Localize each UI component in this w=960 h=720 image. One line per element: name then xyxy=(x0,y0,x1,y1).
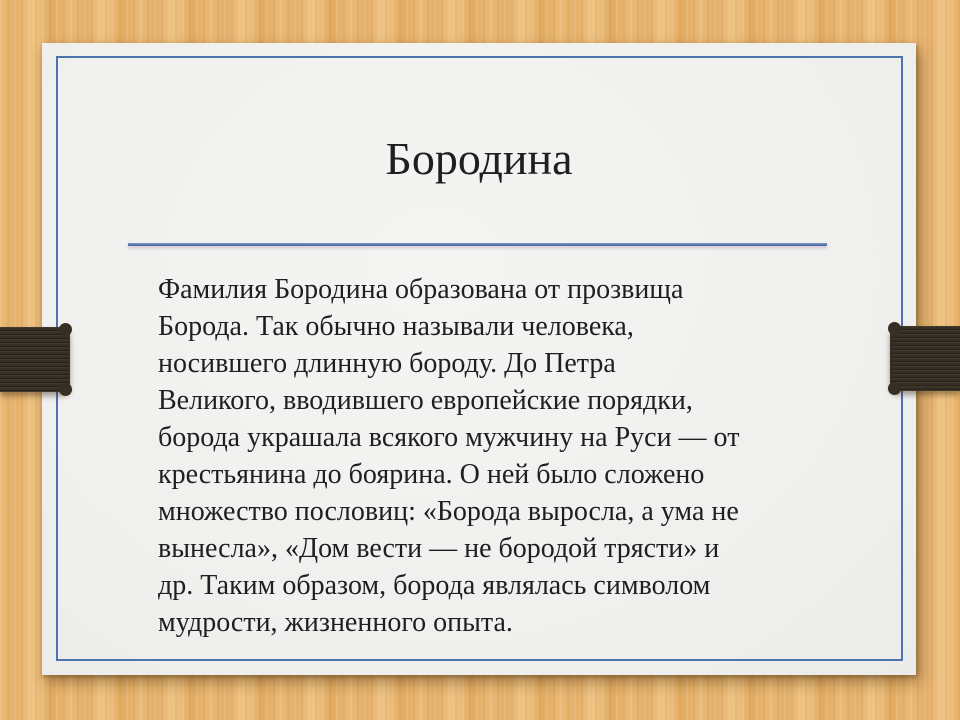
body-text-line: множество пословиц: «Борода выросла, а ума не xyxy=(158,496,739,527)
body-text-line: носившего длинную бороду. До Петра xyxy=(158,348,616,379)
body-text-line: Великого, вводившего европейские порядки, xyxy=(158,385,693,416)
body-text-line: борода украшала всякого мужчину на Руси — от xyxy=(158,422,740,453)
slide-title: Бородина xyxy=(385,133,573,184)
body-text-line: Фамилия Бородина образована от прозвища xyxy=(158,274,684,305)
title-divider xyxy=(128,243,827,246)
body-text-line: мудрости, жизненного опыта. xyxy=(158,607,513,638)
body-text-line: др. Таким образом, борода являлась символом xyxy=(158,570,711,601)
slide-card xyxy=(42,43,916,675)
ribbon-right xyxy=(890,326,960,391)
ribbon-left xyxy=(0,327,70,392)
slide-body-text xyxy=(158,271,858,641)
body-text-line: крестьянина до боярина. О ней было сложено xyxy=(158,459,705,490)
body-text-line: вынесла», «Дом вести — не бородой трясти» и xyxy=(158,533,720,564)
body-text-line: Борода. Так обычно называли человека, xyxy=(158,311,634,342)
